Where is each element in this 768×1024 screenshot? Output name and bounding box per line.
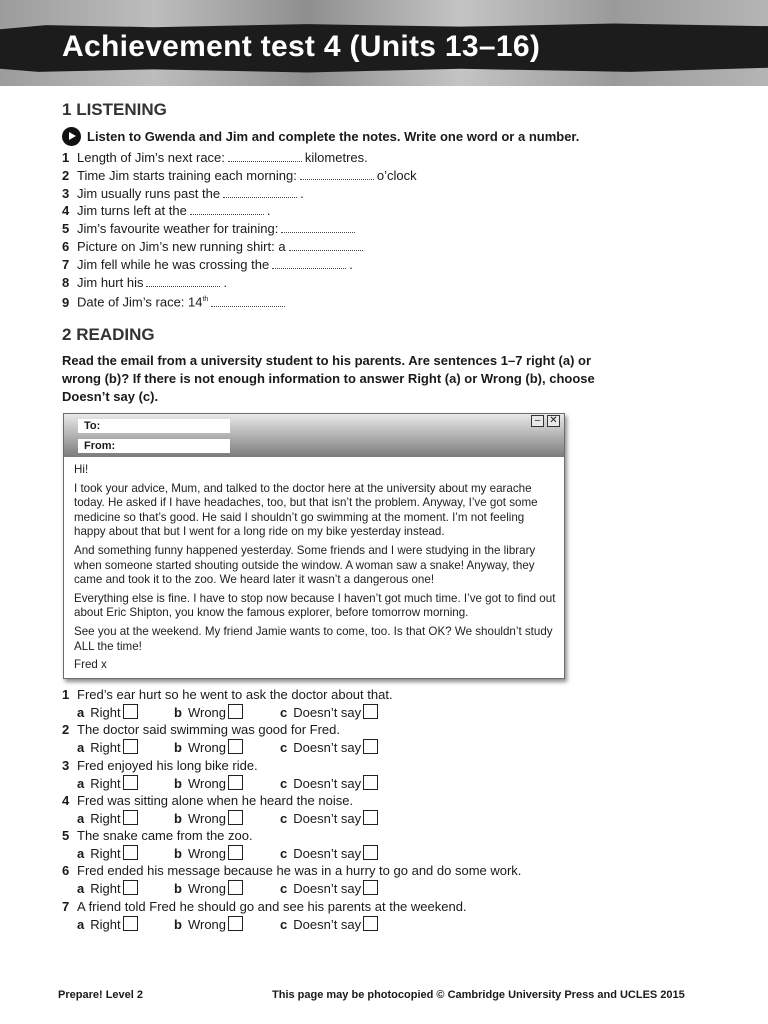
page-title: Achievement test 4 (Units 13–16): [62, 30, 541, 63]
listening-number: 1: [62, 100, 72, 119]
listening-notes-list: [62, 149, 417, 309]
listening-instruction-row: [62, 127, 579, 146]
answer-blank[interactable]: [300, 169, 374, 180]
option-c-checkbox[interactable]: [363, 916, 378, 931]
question-item: 5 The snake came from the zoo. a Right b Wrong c Doesn’t say: [62, 827, 521, 862]
audio-play-icon[interactable]: [62, 127, 81, 146]
listening-title: LISTENING: [76, 100, 167, 119]
listening-item: 9 Date of Jim’s race: 14th: [62, 291, 417, 309]
question-item: 7 A friend told Fred he should go and see his parents at the weekend. a Right b Wrong c Doesn’t say: [62, 898, 467, 932]
option-b-checkbox[interactable]: [228, 916, 243, 931]
question-item: 2 The doctor said swimming was good for Fred. a Right b Wrong c Doesn’t say: [62, 721, 521, 756]
email-paragraph: See you at the weekend. My friend Jamie wants to come, too. Is that OK? We shouldn’t study ALL the time!: [74, 624, 553, 653]
question-item: 3 Fred enjoyed his long bike ride. a Right b Wrong c Doesn’t say: [62, 757, 521, 792]
listening-item: 4 Jim turns left at the .: [62, 203, 271, 219]
option-a-checkbox[interactable]: [123, 810, 138, 825]
option-a-checkbox[interactable]: [123, 775, 138, 790]
option-a-checkbox[interactable]: [123, 916, 138, 931]
option-c-checkbox[interactable]: [363, 880, 378, 895]
email-body: [74, 463, 556, 677]
footer-copyright: This page may be photocopied © Cambridge University Press and UCLES 2015: [272, 989, 685, 1001]
answer-blank[interactable]: [190, 204, 264, 215]
email-signoff: Fred x: [74, 658, 107, 672]
option-b-checkbox[interactable]: [228, 775, 243, 790]
reading-heading: [62, 325, 155, 345]
email-paragraph: Everything else is fine. I have to stop now because I haven’t got much time. I’ve got to find out about Eric Shipton, you know the famous explorer, before tomorrow morning.: [74, 591, 556, 620]
option-a-checkbox[interactable]: [123, 845, 138, 860]
email-paragraph: And something funny happened yesterday. Some friends and I were studying in the library when someone started shouting outside the window. A woman saw a snake! Anyway, they came and took it to the zoo. We heard later it wasn’t a dangerous one!: [74, 543, 536, 587]
answer-blank[interactable]: [146, 276, 220, 287]
question-text: Fred’s ear hurt so he went to ask the doctor about that.: [77, 687, 393, 702]
answer-blank[interactable]: [281, 222, 355, 233]
question-text: The doctor said swimming was good for Fred.: [77, 722, 340, 738]
minimize-icon[interactable]: –: [531, 415, 544, 427]
email-paragraph: I took your advice, Mum, and talked to the doctor here at the university about my earache today. He asked if I have headaches, too, but that isn’t the problem. Anyway, I’ve got some medicine so that’s good. He said I shouldn’t go swimming at the moment. I’m not feeling happy about that but I went for a long ride on my bike yesterday instead.: [74, 481, 538, 539]
email-to-field[interactable]: To:: [78, 419, 230, 433]
option-c-checkbox[interactable]: [363, 845, 378, 860]
question-item: 4 Fred was sitting alone when he heard the noise. a Right b Wrong c Doesn’t say: [62, 792, 521, 827]
question-text: A friend told Fred he should go and see his parents at the weekend.: [77, 898, 467, 914]
question-text: Fred enjoyed his long bike ride.: [77, 757, 258, 773]
reading-questions: [62, 686, 521, 933]
question-item: 1 Fred’s ear hurt so he went to ask the doctor about that. a Right b Wrong c Doesn’t say: [62, 687, 393, 720]
email-greeting: Hi!: [74, 463, 89, 476]
listening-instruction: Listen to Gwenda and Jim and complete the notes. Write one word or a number.: [87, 129, 580, 144]
option-a-checkbox[interactable]: [123, 739, 138, 754]
option-c-checkbox[interactable]: [363, 810, 378, 825]
header-banner: [0, 0, 768, 86]
listening-item: 2 Time Jim starts training each morning: o’clock: [62, 167, 417, 183]
answer-blank[interactable]: [223, 187, 297, 198]
question-text: Fred ended his message because he was in a hurry to go and do some work.: [77, 863, 522, 879]
question-text: The snake came from the zoo.: [77, 828, 253, 844]
answer-blank[interactable]: [228, 151, 302, 162]
listening-item: 1 Length of Jim’s next race: kilometres.: [62, 150, 368, 165]
option-b-checkbox[interactable]: [228, 810, 243, 825]
email-from-field[interactable]: From:: [78, 439, 230, 453]
reading-number: 2: [62, 325, 72, 344]
listening-item: 8 Jim hurt his .: [62, 274, 228, 290]
answer-blank[interactable]: [211, 296, 285, 307]
option-c-checkbox[interactable]: [363, 775, 378, 790]
listening-heading: [62, 100, 167, 120]
email-header: [64, 414, 564, 457]
email-window: [63, 413, 565, 679]
option-c-checkbox[interactable]: [363, 704, 378, 719]
question-text: Fred was sitting alone when he heard the noise.: [77, 792, 354, 808]
reading-title: READING: [76, 325, 155, 344]
listening-item: 6 Picture on Jim’s new running shirt: a: [62, 238, 417, 256]
listening-item: 5 Jim’s favourite weather for training:: [62, 220, 417, 238]
question-item: 6 Fred ended his message because he was in a hurry to go and do some work. a Right b Wrong c Doesn’t say: [62, 863, 522, 897]
listening-item: 7 Jim fell while he was crossing the .: [62, 256, 353, 272]
option-b-checkbox[interactable]: [228, 880, 243, 895]
option-b-checkbox[interactable]: [228, 739, 243, 754]
option-a-checkbox[interactable]: [123, 704, 138, 719]
answer-blank[interactable]: [272, 258, 346, 269]
listening-item: 3 Jim usually runs past the .: [62, 185, 304, 201]
option-b-checkbox[interactable]: [228, 845, 243, 860]
answer-blank[interactable]: [289, 240, 363, 251]
option-c-checkbox[interactable]: [363, 739, 378, 754]
close-icon[interactable]: ✕: [547, 415, 560, 427]
option-a-checkbox[interactable]: [123, 880, 138, 895]
reading-instruction: Read the email from a university student to his parents. Are sentences 1–7 right (a) or wrong (b)? If there is not enough information to answer Right (a) or Wrong (b), choose Doesn’t say (c).: [62, 353, 595, 404]
option-b-checkbox[interactable]: [228, 704, 243, 719]
footer-level: Prepare! Level 2: [58, 989, 143, 1001]
